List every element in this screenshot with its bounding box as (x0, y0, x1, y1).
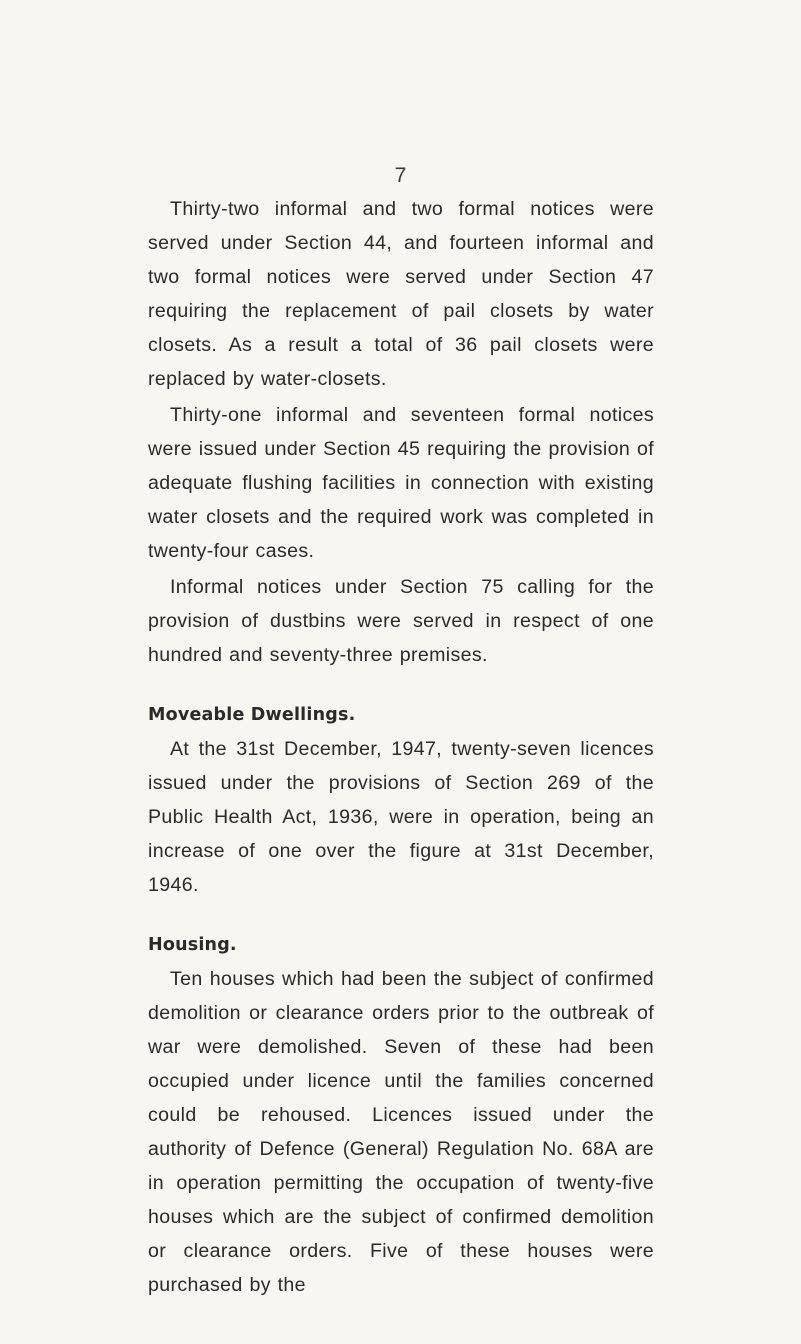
heading-moveable-dwellings: Moveable Dwellings. (148, 705, 356, 725)
paragraph-flushing-facilities: Thirty-one informal and seventeen formal notices were issued under Section 45 requiring the provision of adequate flushing facilities in connection with existing water closets and the required work was completed in twenty-four cases. (148, 404, 654, 562)
body-text (148, 192, 654, 1302)
page-number: 7 (394, 164, 407, 187)
heading-housing: Housing. (148, 935, 237, 955)
paragraph-housing: Ten houses which had been the subject of confirmed demolition or clearance orders prior to the outbreak of war were demolished. Seven of these had been occupied under licence until the families concerned could be rehoused. Licences issued under the authority of Defence (General) Regulation No. 68A are in operation permitting the occupation of twenty-five houses which are the subject of confirmed demolition or clearance orders. Five of these houses were purchased by the (148, 968, 654, 1296)
paragraph-moveable-dwellings: At the 31st December, 1947, twenty-seven licences issued under the provisions of Section 269 of the Public Health Act, 1936, were in operation, being an increase of one over the figure at 31st December, 1946. (148, 738, 654, 896)
paragraph-dustbins: Informal notices under Section 75 calling for the provision of dustbins were served in respect of one hundred and seventy-three premises. (148, 576, 654, 666)
paragraph-pail-closets: Thirty-two informal and two formal notices were served under Section 44, and fourteen informal and two formal notices were served under Section 47 requiring the replacement of pail closets by water closets. As a result a total of 36 pail closets were replaced by water-closets. (148, 198, 654, 390)
